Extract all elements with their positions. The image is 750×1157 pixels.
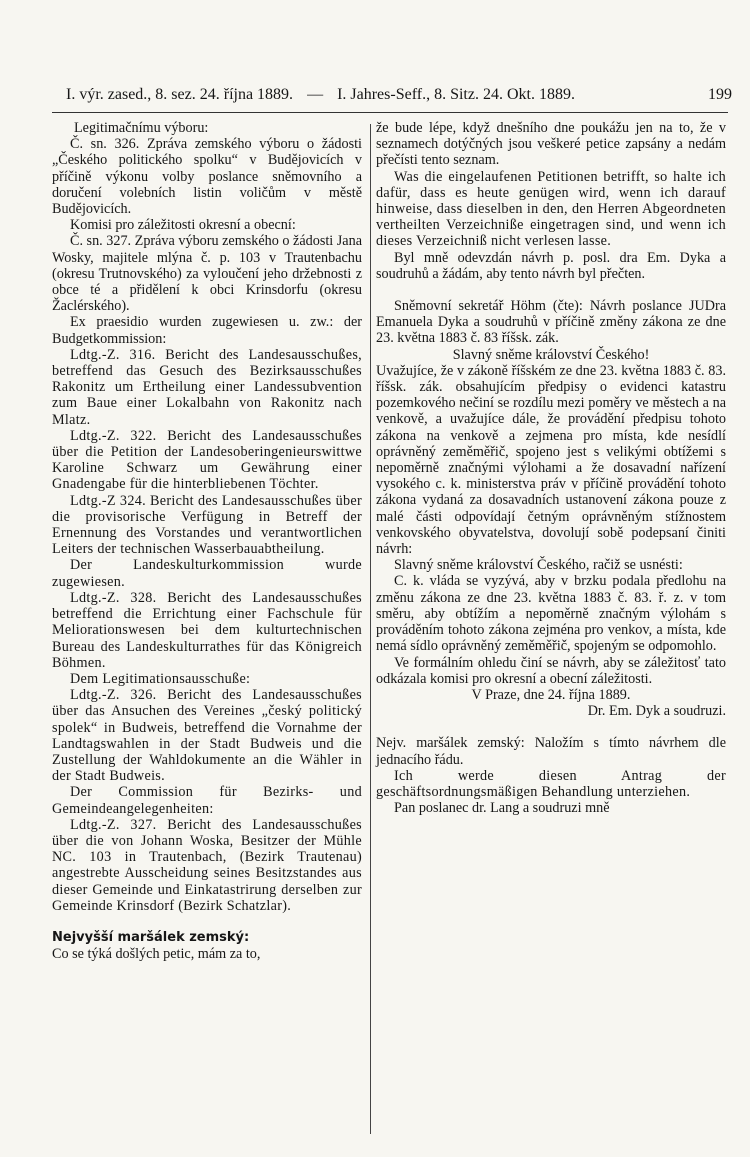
page-number: 199 — [708, 86, 732, 103]
header-czech: I. výr. zased., 8. sez. 24. října 1889. — [66, 86, 294, 103]
paragraph: že bude lépe, když dnešního dne poukážu jen na to, že v seznamech dotýčných jsou veškeré petice zapsány a nedám přečísti tento seznam. — [376, 120, 726, 169]
paragraph: Der Commission für Bezirks- und Gemeindeangelegenheiten: — [52, 784, 362, 817]
paragraph: Ldtg.-Z. 316. Bericht des Landesausschußes, betreffend das Gesuch des Bezirksausschußes Rakonitz um Ertheilung einer Landessubvention zum Baue einer Lokalbahn von Rakonitz nach Mlatz. — [52, 346, 362, 428]
paragraph: Ldtg.-Z 324. Bericht des Landesausschußes über die provisorische Verfügung in Betreff der Ernennung des Vorstandes und verantwortlichen Leiters der technischen Wasserbauabtheilung. — [52, 492, 362, 558]
speaker-heading: Nejvyšší maršálek zemský: — [52, 929, 250, 945]
paragraph: Ldtg.-Z. 322. Bericht des Landesausschußes über die Petition der Landesoberingenieurswittwe Karoline Schwarz um Gewährung einer Gnadengabe für die hinterbliebenen Töchter. — [52, 427, 362, 493]
paragraph: Č. sn. 327. Zpráva výboru zemského o žádosti Jana Wosky, majitele mlýna č. p. 103 v Trautenbachu (okresu Trutnovského) za vyloučení jeho držebnosti z obce té a přidělení k obci Krinsdorfu (okresu Žaclérského). — [52, 233, 362, 315]
header-german: I. Jahres-Seff., 8. Sitz. 24. Okt. 1889. — [337, 86, 575, 103]
paragraph: Nejv. maršálek zemský: Naložím s tímto návrhem dle jednacího řádu. — [376, 735, 726, 768]
column-divider — [370, 124, 371, 1134]
paragraph: Ex praesidio wurden zugewiesen u. zw.: der Budgetkommission: — [52, 314, 362, 347]
paragraph: C. k. vláda se vyzývá, aby v brzku podala předlohu na změnu zákona ze dne 23. května 1883 č. 83. ř. z. v tom směru, aby obtížím a nepoměrně značným výlohám s prováděním tohoto zákona zejména pro venkov, a místa, kde nemá sídlo oprávněný zeměměřič, spojeným se odpomohlo. — [376, 573, 726, 655]
paragraph: Uvažujíce, že v zákoně říšském ze dne 23. května 1883 č. 83. říšsk. zák. obsahujícím předpisy o evidenci katastru pozemkového nečiní se rozdílu mezi poměry ve městech a na venkově, a uvažujíce dále, že provádění předpisu tohoto zákona na venkově a zejmena pro místa, kde nesídlí oprávněný zeměměřič, spojeno jest s velikými obtížemi s nepoměrně značnými výlohami a že dosavadní nařízení vysokého c. k. ministerstva práv v příčině provádění tohoto zákona vydaná za dosavadních ustanovení zákona pouze z malé části odpovídají četným oprávněným stížnostem venkovského obyvatelstva, dovolují sobě podepsaní činiti návrh: — [376, 362, 726, 558]
paragraph: Ldtg.-Z. 327. Bericht des Landesausschußes über die von Johann Woska, Besitzer der Mühle NC. 103 in Trautenbach, (Bezirk Trautenau) angestrebte Ausscheidung seines Besitzstandes aus dieser Gemeinde und Einkatastrirung derselben zur Gemeinde Krinsdorf (Bezirk Schatzlar). — [52, 816, 362, 914]
paragraph: Ve formálním ohledu činí se návrh, aby se záležitosť tato odkázala komisi pro okresní a obecní záležitosti. — [376, 654, 726, 687]
paragraph: Der Landeskulturkommission wurde zugewiesen. — [52, 557, 362, 590]
paragraph: Legitimačnímu výboru: — [74, 120, 209, 136]
date-line: V Praze, dne 24. října 1889. — [471, 686, 631, 703]
paragraph: Byl mně odevzdán návrh p. posl. dra Em. Dyka a soudruhů a žádám, aby tento návrh byl přečten. — [376, 249, 726, 282]
paragraph: Ich werde diesen Antrag der geschäftsordnungsmäßigen Behandlung unterziehen. — [376, 767, 726, 800]
salutation: Slavný sněme království Českého! — [452, 346, 650, 363]
left-column — [52, 120, 362, 962]
signature: Dr. Em. Dyk a soudruzi. — [587, 703, 726, 720]
paragraph: Sněmovní sekretář Höhm (čte): Návrh poslance JUDra Emanuela Dyka a soudruhů v příčině změny zákona ze dne 23. května 1883 č. 83 říšsk. zák. — [376, 298, 726, 347]
paragraph: Co se týká došlých petic, mám za to, — [52, 946, 261, 963]
running-header — [52, 86, 732, 112]
header-dash: — — [307, 86, 324, 103]
header-rule — [52, 112, 728, 113]
paragraph: Ldtg.-Z. 328. Bericht des Landesausschußes betreffend die Errichtung einer Fachschule für Meliorationswesen bei dem kulturtechnischen Bureau des Landeskulturrathes für das Königreich Böhmen. — [52, 589, 362, 671]
paragraph: Was die eingelaufenen Petitionen betrifft, so halte ich dafür, dass es heute genügen wird, wenn ich darauf hinweise, dass dieselben in den, den Herren Abgeordneten vertheilten Verzeichniße eingetragen sind, und wenn ich dieses Verzeichniß nicht verlesen lasse. — [376, 168, 726, 250]
paragraph: Dem Legitimationsausschuße: — [70, 670, 251, 687]
paragraph: Komisi pro záležitosti okresní a obecní: — [70, 217, 296, 234]
paragraph: Pan poslanec dr. Lang a soudruzi mně — [394, 800, 610, 817]
paragraph: Slavný sněme království Českého, račiž se usnésti: — [394, 557, 683, 574]
right-column — [376, 120, 726, 816]
paragraph: Ldtg.-Z. 326. Bericht des Landesausschußes über das Ansuchen des Vereines „český politický spolek“ in Budweis, betreffend die Vornahme der Landtagswahlen in der Stadt Budweis und die Zustellung der Wahldokumente an die Wähler in der Stadt Budweis. — [52, 687, 362, 785]
paragraph: Č. sn. 326. Zpráva zemského výboru o žádosti „Českého politického spolku“ v Budějovicích v příčině výkonu volby poslance sněmovního a doručení volebních listin voličům v městě Budějovicích. — [52, 136, 362, 218]
